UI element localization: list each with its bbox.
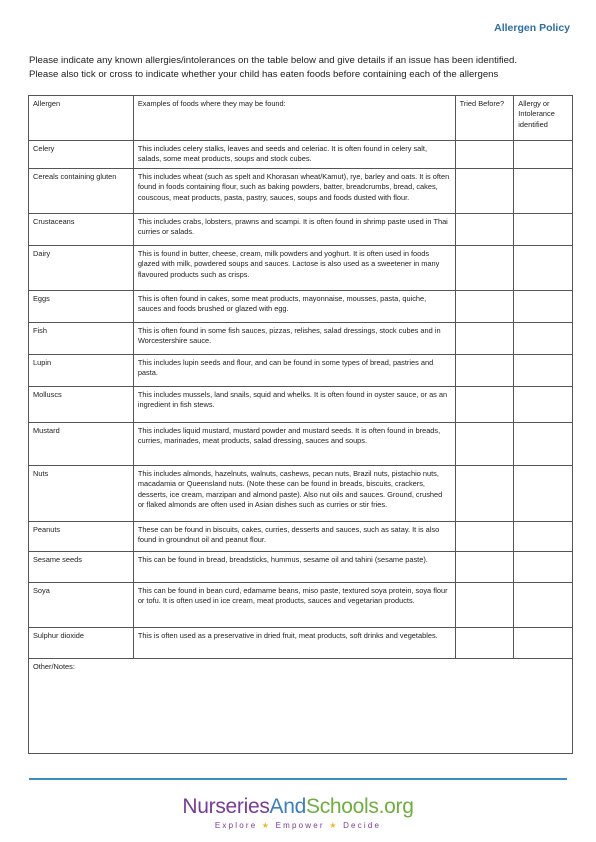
table-row <box>29 422 573 465</box>
allergen-cell: Sulphur dioxide <box>29 627 134 658</box>
tried-before-checkbox-cell[interactable] <box>455 465 514 521</box>
intro-text <box>29 54 574 82</box>
table-row <box>29 168 573 213</box>
table-row <box>29 141 573 169</box>
examples-cell: This is often found in some fish sauces, pizzas, relishes, salad dressings, stock cubes and in Worcestershire sauce. <box>133 322 455 354</box>
star-icon: ★ <box>329 821 339 830</box>
allergen-cell: Eggs <box>29 290 134 322</box>
allergy-identified-checkbox-cell[interactable] <box>514 141 573 169</box>
examples-cell: This includes celery stalks, leaves and seeds and celeriac. It is often found in celery salt, salads, some meat products, soups and stock cubes. <box>133 141 455 169</box>
table-row <box>29 551 573 582</box>
allergen-cell: Molluscs <box>29 386 134 422</box>
star-icon: ★ <box>261 821 272 830</box>
tried-before-checkbox-cell[interactable] <box>455 551 514 582</box>
tried-before-checkbox-cell[interactable] <box>455 521 514 551</box>
logo-tagline: Explore ★ Empower ★ Decide <box>214 821 382 830</box>
page-title: Allergen Policy <box>494 22 570 34</box>
table-row <box>29 465 573 521</box>
tried-before-checkbox-cell[interactable] <box>455 290 514 322</box>
table-row <box>29 322 573 354</box>
footer-divider <box>29 778 567 780</box>
allergen-cell: Lupin <box>29 354 134 386</box>
examples-cell: This is often used as a preservative in dried fruit, meat products, soft drinks and vegetables. <box>133 627 455 658</box>
tried-before-checkbox-cell[interactable] <box>455 582 514 627</box>
examples-cell: This can be found in bean curd, edamame beans, miso paste, textured soya protein, soya flour or tofu. It is often used in ice cream, meat products, sauces and vegetarian products. <box>133 582 455 627</box>
allergy-identified-checkbox-cell[interactable] <box>514 465 573 521</box>
allergen-cell: Celery <box>29 141 134 169</box>
tried-before-checkbox-cell[interactable] <box>455 141 514 169</box>
tried-before-checkbox-cell[interactable] <box>455 386 514 422</box>
allergy-identified-checkbox-cell[interactable] <box>514 386 573 422</box>
notes-row[interactable] <box>29 658 573 753</box>
examples-cell: This includes lupin seeds and flour, and can be found in some types of bread, pastries and pasta. <box>133 354 455 386</box>
table-row <box>29 582 573 627</box>
examples-cell: These can be found in biscuits, cakes, curries, desserts and sauces, such as satay. It is also found in groundnut oil and peanut flour. <box>133 521 455 551</box>
header-tried-before: Tried Before? <box>455 96 514 141</box>
allergy-identified-checkbox-cell[interactable] <box>514 213 573 245</box>
table-row <box>29 354 573 386</box>
table-row <box>29 213 573 245</box>
allergy-identified-checkbox-cell[interactable] <box>514 245 573 290</box>
allergy-identified-checkbox-cell[interactable] <box>514 582 573 627</box>
allergy-identified-checkbox-cell[interactable] <box>514 354 573 386</box>
table-row <box>29 627 573 658</box>
allergen-cell: Dairy <box>29 245 134 290</box>
examples-cell: This is often found in cakes, some meat products, mayonnaise, mousses, pasta, quiche, sauces and foods brushed or glazed with egg. <box>133 290 455 322</box>
examples-cell: This includes wheat (such as spelt and Khorasan wheat/Kamut), rye, barley and oats. It is often found in foods containing flour, such as baking powders, batter, breadcrumbs, bread, cakes, couscous, meat products, pasta, pastry, sauces, soups and foods dusted with flour. <box>133 168 455 213</box>
tried-before-checkbox-cell[interactable] <box>455 168 514 213</box>
table-header-row <box>29 96 573 141</box>
allergen-cell: Fish <box>29 322 134 354</box>
logo-wordmark: NurseriesAndSchools.org <box>182 795 414 818</box>
examples-cell: This is found in butter, cheese, cream, milk powders and yoghurt. It is often used in foods glazed with milk, powdered soups and sauces. Lactose is also used as a sweetener in many flavoured products such as crisps. <box>133 245 455 290</box>
examples-cell: This can be found in bread, breadsticks, hummus, sesame oil and tahini (sesame paste). <box>133 551 455 582</box>
intro-line-2: Please also tick or cross to indicate whether your child has eaten foods before containing each of the allergens <box>29 69 499 80</box>
table-row <box>29 386 573 422</box>
table-row <box>29 290 573 322</box>
allergy-identified-checkbox-cell[interactable] <box>514 290 573 322</box>
tried-before-checkbox-cell[interactable] <box>455 322 514 354</box>
header-examples: Examples of foods where they may be found: <box>133 96 455 141</box>
allergen-cell: Mustard <box>29 422 134 465</box>
examples-cell: This includes crabs, lobsters, prawns and scampi. It is often found in shrimp paste used in Thai curries or salads. <box>133 213 455 245</box>
allergen-cell: Crustaceans <box>29 213 134 245</box>
allergen-table <box>28 95 573 754</box>
brand-logo <box>0 796 596 830</box>
header-allergen: Allergen <box>29 96 134 141</box>
allergy-identified-checkbox-cell[interactable] <box>514 422 573 465</box>
tried-before-checkbox-cell[interactable] <box>455 354 514 386</box>
allergy-identified-checkbox-cell[interactable] <box>514 168 573 213</box>
notes-field[interactable]: Other/Notes: <box>29 658 573 753</box>
header-allergy-identified: Allergy or Intolerance identified <box>514 96 573 141</box>
tried-before-checkbox-cell[interactable] <box>455 213 514 245</box>
tried-before-checkbox-cell[interactable] <box>455 422 514 465</box>
allergy-identified-checkbox-cell[interactable] <box>514 551 573 582</box>
allergen-cell: Cereals containing gluten <box>29 168 134 213</box>
allergen-cell: Soya <box>29 582 134 627</box>
tried-before-checkbox-cell[interactable] <box>455 245 514 290</box>
allergen-cell: Peanuts <box>29 521 134 551</box>
tried-before-checkbox-cell[interactable] <box>455 627 514 658</box>
allergy-identified-checkbox-cell[interactable] <box>514 322 573 354</box>
examples-cell: This includes liquid mustard, mustard powder and mustard seeds. It is often found in breads, curries, marinades, meat products, salad dressing, sauces and soups. <box>133 422 455 465</box>
examples-cell: This includes mussels, land snails, squid and whelks. It is often found in oyster sauce, or as an ingredient in fish stews. <box>133 386 455 422</box>
table-row <box>29 245 573 290</box>
allergy-identified-checkbox-cell[interactable] <box>514 627 573 658</box>
allergy-identified-checkbox-cell[interactable] <box>514 521 573 551</box>
intro-line-1: Please indicate any known allergies/intolerances on the table below and give details if an issue has been identified. <box>29 55 517 66</box>
allergen-cell: Sesame seeds <box>29 551 134 582</box>
table-row <box>29 521 573 551</box>
examples-cell: This includes almonds, hazelnuts, walnuts, cashews, pecan nuts, Brazil nuts, pistachio nuts, macadamia or Queensland nuts. (Note these can be found in breads, biscuits, crackers, desserts, ice cream, marzipan and almond paste). Also nut oils and sauces. Ground, crushed or flaked almonds are often used in Asian dishes such as curries or stir fries. <box>133 465 455 521</box>
allergen-cell: Nuts <box>29 465 134 521</box>
